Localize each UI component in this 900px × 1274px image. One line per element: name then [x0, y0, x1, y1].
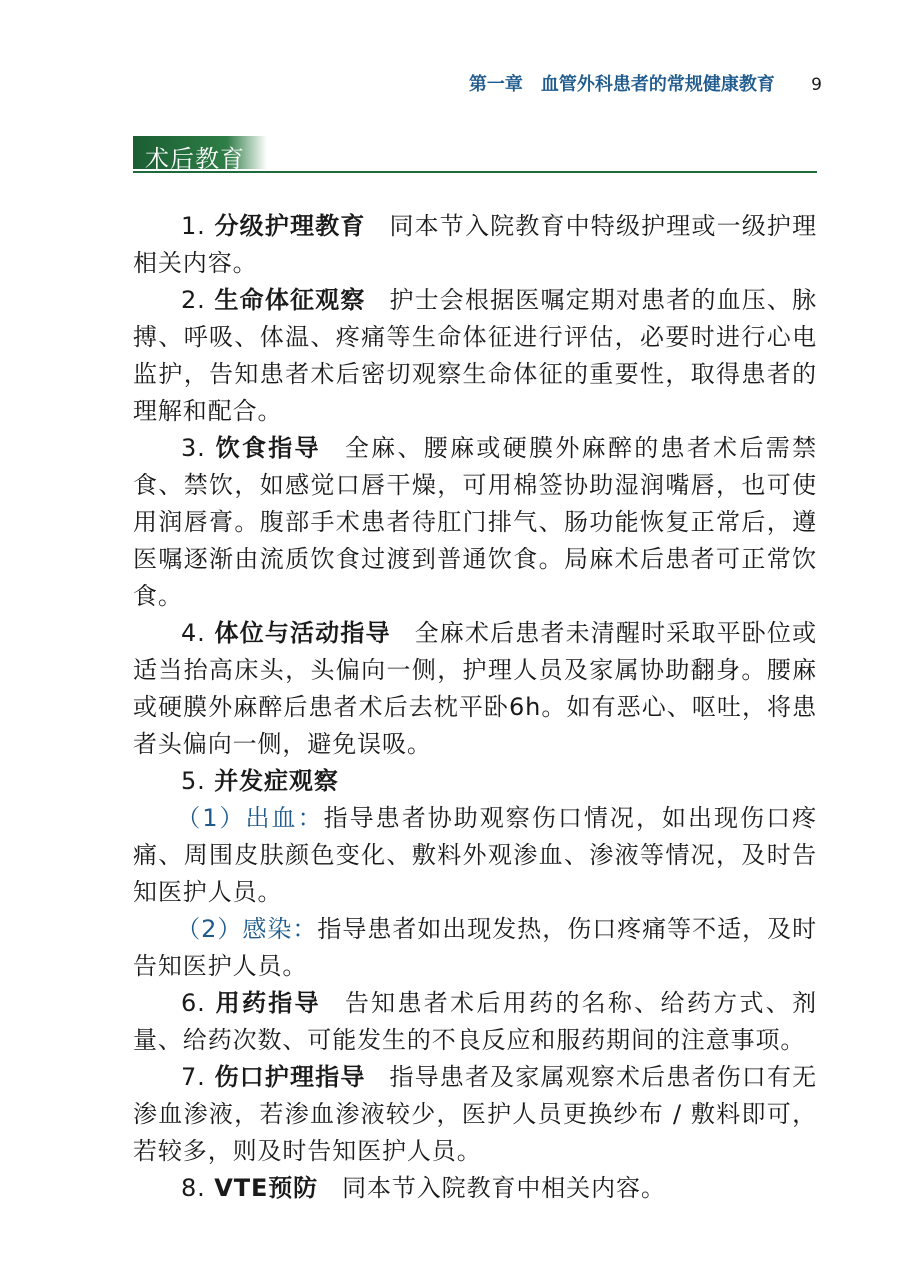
- item-heading: 体位与活动指导: [214, 619, 391, 647]
- item-text: 全麻术后患者未清醒时采取平卧位或适当抬高床头，头偏向一侧，护理人员及家属协助翻身。腰麻或硬膜外麻醉后患者术后去枕平卧6h。如有恶心、呕吐，将患者头偏向一侧，避免误吸。: [133, 619, 817, 758]
- item-text: 指导患者及家属观察术后患者伤口有无渗血渗液，若渗血渗液较少，医护人员更换纱布 / 敷料即可，若较多，则及时告知医护人员。: [133, 1063, 817, 1165]
- item-text: 同本节入院教育中特级护理或一级护理相关内容。: [133, 212, 817, 277]
- page-number: 9: [811, 75, 822, 95]
- item-6: [133, 985, 817, 1059]
- item-4: [133, 615, 817, 763]
- running-header: [0, 70, 822, 96]
- sub-item-text: 指导患者如出现发热，伤口疼痛等不适，及时告知医护人员。: [133, 915, 818, 980]
- item-8: [133, 1170, 817, 1207]
- item-number: 6.: [181, 989, 206, 1017]
- section-heading: [133, 136, 817, 173]
- item-heading: 伤口护理指导: [214, 1063, 366, 1091]
- item-number: 8.: [181, 1174, 206, 1202]
- item-number: 3.: [181, 434, 206, 462]
- sub-item-1: [133, 800, 817, 911]
- sub-item-label: （2）感染：: [176, 915, 318, 943]
- item-5: [133, 763, 817, 800]
- item-number: 2.: [181, 286, 206, 314]
- section-title: 术后教育: [145, 145, 245, 173]
- item-heading: 用药指导: [215, 989, 321, 1017]
- chapter-title: 第一章 血管外科患者的常规健康教育: [468, 74, 775, 95]
- item-heading: 生命体征观察: [214, 286, 366, 314]
- item-text: 护士会根据医嘱定期对患者的血压、脉搏、呼吸、体温、疼痛等生命体征进行评估，必要时进行心电监护，告知患者术后密切观察生命体征的重要性，取得患者的理解和配合。: [133, 286, 817, 425]
- body-content: [133, 208, 817, 1207]
- item-text: 同本节入院教育中相关内容。: [342, 1174, 666, 1202]
- item-text: 告知患者术后用药的名称、给药方式、剂量、给药次数、可能发生的不良反应和服药期间的注意事项。: [133, 989, 817, 1054]
- item-heading: 饮食指导: [215, 434, 321, 462]
- sub-item-text: 指导患者协助观察伤口情况，如出现伤口疼痛、周围皮肤颜色变化、敷料外观渗血、渗液等情况，及时告知医护人员。: [133, 804, 817, 906]
- item-2: [133, 282, 817, 430]
- sub-item-2: [133, 911, 817, 985]
- item-3: [133, 430, 817, 615]
- item-number: 1.: [181, 212, 206, 240]
- item-heading: 并发症观察: [214, 767, 339, 795]
- item-heading: 分级护理教育: [214, 212, 366, 240]
- item-1: [133, 208, 817, 282]
- item-7: [133, 1059, 817, 1170]
- item-number: 7.: [181, 1063, 206, 1091]
- item-number: 5.: [181, 767, 206, 795]
- item-text: 全麻、腰麻或硬膜外麻醉的患者术后需禁食、禁饮，如感觉口唇干燥，可用棉签协助湿润嘴唇，也可使用润唇膏。腹部手术患者待肛门排气、肠功能恢复正常后，遵医嘱逐渐由流质饮食过渡到普通饮食。局麻术后患者可正常饮食。: [133, 434, 817, 610]
- item-heading: VTE预防: [214, 1174, 319, 1202]
- sub-item-label: （1）出血：: [176, 804, 324, 832]
- item-number: 4.: [181, 619, 206, 647]
